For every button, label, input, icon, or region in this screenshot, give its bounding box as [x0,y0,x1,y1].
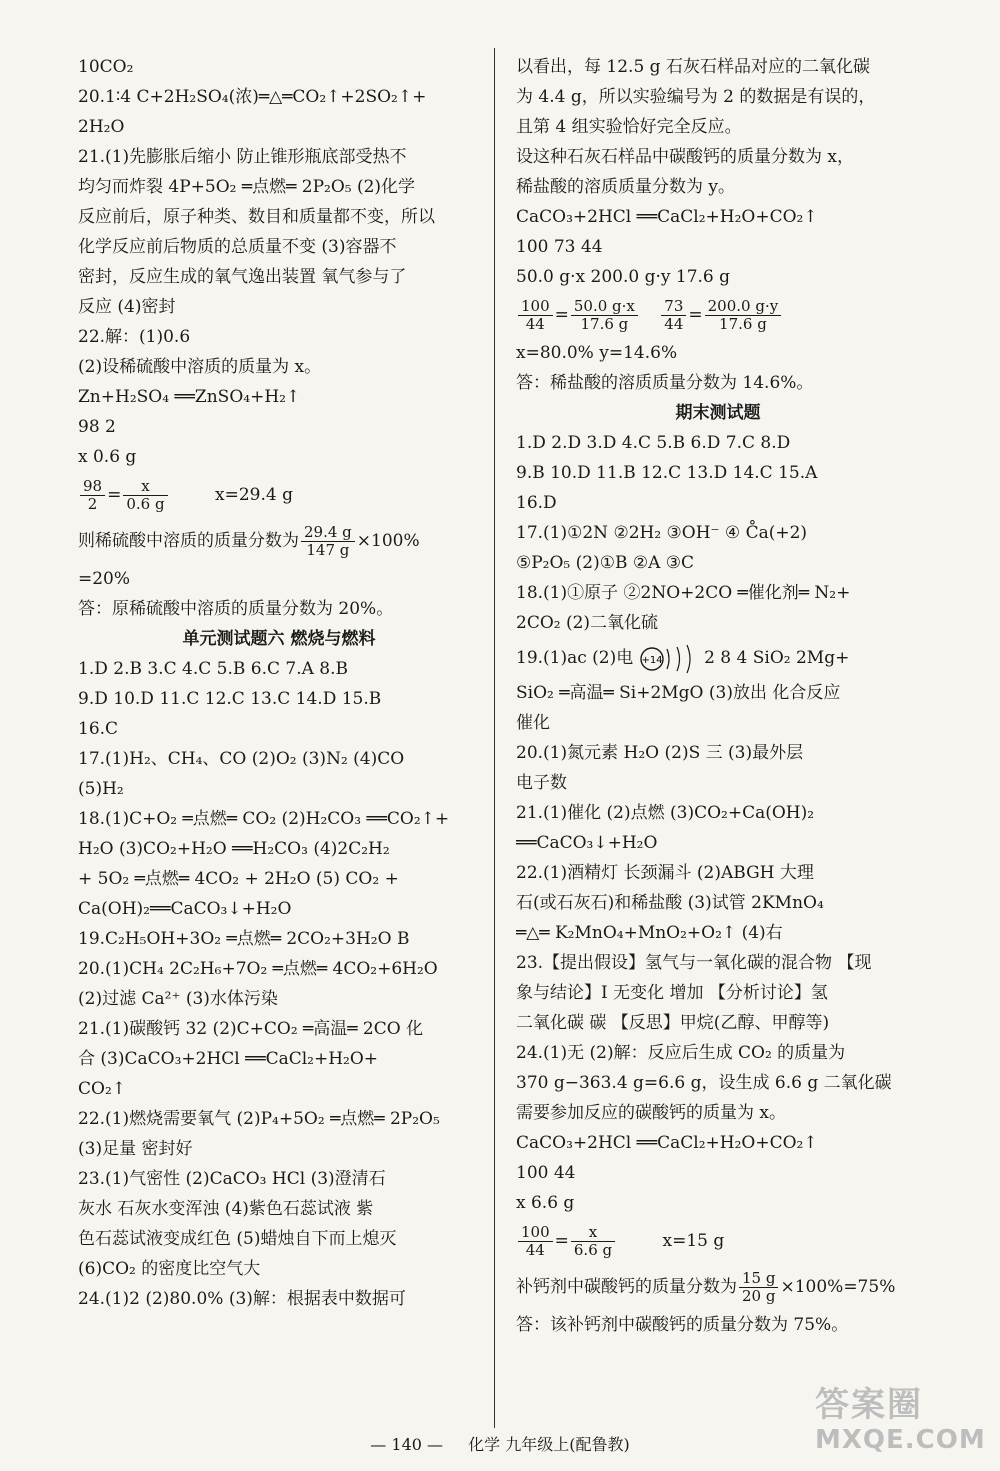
text-line: 2H₂O [78,117,125,137]
text-line: 17.(1)H₂、CH₄、CO (2)O₂ (3)N₂ (4)CO [78,749,405,769]
text-line: x 0.6 g [78,447,137,467]
fraction: $\frac{200.0 g\cdot y}{17.6 g}$ [705,298,782,333]
fraction: $\frac{50.0 g\cdot x}{17.6 g}$ [571,298,638,333]
text-line: 100 73 44 [516,237,603,257]
silicon-atom-structure-icon [639,641,699,677]
text-line: 370 g−363.4 g=6.6 g，设生成 6.6 g 二氧化碳 [516,1073,892,1093]
fraction: $\frac{x}{6.6 g}$ [571,1224,615,1259]
watermark-logo: 答案圈 MXQE.COM [815,1385,986,1455]
fraction: $\frac{15 g}{20 g}$ [739,1270,778,1305]
text-line: (2)过滤 Ca²⁺ (3)水体污染 [78,989,278,1009]
text-line: 色石蕊试液变成红色 (5)蜡烛自下而上熄灭 [78,1229,397,1249]
section-title-unit6: 单元测试题六 燃烧与燃料 [182,629,376,649]
fraction: $\frac{100}{44}$ [518,298,553,333]
text-line: 9.B 10.D 11.B 12.C 13.D 14.C 15.A [516,463,818,483]
text-line: 24.(1)2 (2)80.0% (3)解：根据表中数据可 [78,1289,406,1309]
right-lines-a [516,52,920,292]
q19-line: 19.(1)ac (2)电 +14 2 8 4 SiO₂ 2Mg+ [516,638,920,678]
text-line: CO₂↑ [78,1079,127,1099]
text-line: 2CO₂ (2)二氧化硫 [516,613,659,633]
right-fraction-eq-1: $\frac{100}{44}$ = $\frac{50.0 g\cdot x}{17.6 g}$ $\frac{73}{44}$ = $\frac{200.0 g\cdot y}{17.6 g}$ [516,292,920,338]
text-line: (5)H₂ [78,779,124,799]
text-line: 21.(1)碳酸钙 32 (2)C+CO₂ ═高温═ 2CO 化 [78,1019,424,1039]
fraction: $\frac{29.4 g}{147 g}$ [301,524,355,559]
text-line: 18.(1)①原子 ②2NO+2CO ═催化剂═ N₂+ [516,583,851,603]
text-line: 二氧化碳 碳 【反思】甲烷(乙醇、甲醇等) [516,1013,830,1033]
right-fraction-eq-2: $\frac{100}{44}$ = $\frac{x}{6.6 g}$ x=15 g [516,1218,920,1264]
section-title-final: 期末测试题 [675,403,761,423]
text-line: 答：原稀硫酸中溶质的质量分数为 20%。 [78,599,394,619]
text-line: ══CaCO₃↓+H₂O [516,833,658,853]
right-lines-b [516,338,920,398]
text-line: x 6.6 g [516,1193,575,1213]
text-line: 20.1∶4 C+2H₂SO₄(浓)═△═CO₂↑+2SO₂↑+ [78,87,427,107]
fraction: $\frac{73}{44}$ [661,298,686,333]
text-line: 答：稀盐酸的溶质质量分数为 14.6%。 [516,373,814,393]
text-line: 1.D 2.B 3.C 4.C 5.B 6.C 7.A 8.B [78,659,348,679]
text-line: 催化 [516,713,550,733]
text-line: 设这种石灰石样品中碳酸钙的质量分数为 x， [516,147,854,167]
text-line: 17.(1)①2N ②2H₂ ③OH⁻ ④ C̊a(+2) [516,523,808,543]
column-divider [494,48,495,1428]
text-line: 21.(1)先膨胀后缩小 防止锥形瓶底部受热不 [78,147,407,167]
text-line: 23.【提出假设】氢气与一氧化碳的混合物 【现 [516,953,872,973]
text-line: 100 44 [516,1163,576,1183]
text-line: 10CO₂ [78,57,134,77]
text-line: (3)足量 密封好 [78,1139,193,1159]
text-line: (6)CO₂ 的密度比空气大 [78,1259,261,1279]
text-line: (2)设稀硫酸中溶质的质量为 x。 [78,357,322,377]
text-line: 反应前后，原子种类、数目和质量都不变，所以 [78,207,435,227]
right-column [516,52,920,1340]
text-line: SiO₂ ═高温═ Si+2MgO (3)放出 化合反应 [516,683,841,703]
fraction: $\frac{x}{0.6 g}$ [123,478,167,513]
right-lines-d [516,678,920,1218]
text-line: 1.D 2.D 3.D 4.C 5.B 6.D 7.C 8.D [516,433,791,453]
text-line: 以看出，每 12.5 g 石灰石样品对应的二氧化碳 [516,57,870,77]
text-line: 需要参加反应的碳酸钙的质量为 x。 [516,1103,786,1123]
text-line: Zn+H₂SO₄ ══ZnSO₄+H₂↑ [78,387,301,407]
text-line: 19.C₂H₅OH+3O₂ ═点燃═ 2CO₂+3H₂O B [78,929,410,949]
page-number: — 140 — [370,1435,444,1454]
text-line: 21.(1)催化 (2)点燃 (3)CO₂+Ca(OH)₂ [516,803,815,823]
text-line: Ca(OH)₂══CaCO₃↓+H₂O [78,899,292,919]
left-fraction-eq-1: $\frac{98}{2}$ = $\frac{x}{0.6 g}$ x=29.4 g [78,472,480,518]
left-lines-c [78,654,480,1314]
text-line: 22.(1)酒精灯 长颈漏斗 (2)ABGH 大理 [516,863,814,883]
text-line: 50.0 g·x 200.0 g·y 17.6 g [516,267,731,287]
text-line: 18.(1)C+O₂ ═点燃═ CO₂ (2)H₂CO₃ ══CO₂↑+ [78,809,450,829]
text-line: 23.(1)气密性 (2)CaCO₃ HCl (3)澄清石 [78,1169,386,1189]
subject-label: 化学 九年级上(配鲁教) [468,1435,630,1454]
text-line: 98 2 [78,417,116,437]
text-line: 合 (3)CaCO₃+2HCl ══CaCl₂+H₂O+ [78,1049,379,1069]
left-fraction-eq-2: 则稀硫酸中溶质的质量分数为 $\frac{29.4 g}{147 g}$ ×100% [78,523,420,559]
left-lines-a [78,52,480,472]
right-fraction-eq-3: 补钙剂中碳酸钙的质量分数为 $\frac{15 g}{20 g}$ ×100%=75% [516,1269,896,1305]
fraction: $\frac{98}{2}$ [80,478,105,513]
final-answer-line: 答：该补钙剂中碳酸钙的质量分数为 75%。 [516,1315,849,1335]
text-line: 电子数 [516,773,567,793]
text-line: 灰水 石灰水变浑浊 (4)紫色石蕊试液 紫 [78,1199,374,1219]
text-line: CaCO₃+2HCl ══CaCl₂+H₂O+CO₂↑ [516,207,818,227]
text-line: 化学反应前后物质的总质量不变 (3)容器不 [78,237,397,257]
text-line: =20% [78,569,131,589]
left-column [78,52,480,1314]
text-line: ⑤P₂O₅ (2)①B ②A ③C [516,553,695,573]
text-line: 为 4.4 g，所以实验编号为 2 的数据是有误的， [516,87,876,107]
text-line: H₂O (3)CO₂+H₂O ══H₂CO₃ (4)2C₂H₂ [78,839,390,859]
text-line: 且第 4 组实验恰好完全反应。 [516,117,742,137]
text-line: 20.(1)氮元素 H₂O (2)S 三 (3)最外层 [516,743,804,763]
right-lines-c [516,428,920,638]
text-line: 16.C [78,719,119,739]
text-line: ═△═ K₂MnO₄+MnO₂+O₂↑ (4)右 [516,923,783,943]
text-line: 石(或石灰石)和稀盐酸 (3)试管 2KMnO₄ [516,893,824,913]
text-line: 24.(1)无 (2)解：反应后生成 CO₂ 的质量为 [516,1043,846,1063]
text-line: 反应 (4)密封 [78,297,176,317]
text-line: 20.(1)CH₄ 2C₂H₆+7O₂ ═点燃═ 4CO₂+6H₂O [78,959,438,979]
svg-text:+14: +14 [641,654,663,666]
text-line: 22.(1)燃烧需要氧气 (2)P₄+5O₂ ═点燃═ 2P₂O₅ [78,1109,440,1129]
text-line: 密封，反应生成的氧气逸出装置 氧气参与了 [78,267,407,287]
text-line: x=80.0% y=14.6% [516,343,678,363]
text-line: 均匀而炸裂 4P+5O₂ ═点燃═ 2P₂O₅ (2)化学 [78,177,416,197]
fraction: $\frac{100}{44}$ [518,1224,553,1259]
text-line: + 5O₂ ═点燃═ 4CO₂ + 2H₂O (5) CO₂ + [78,869,399,889]
text-line: 9.D 10.D 11.C 12.C 13.C 14.D 15.B [78,689,382,709]
text-line: 16.D [516,493,557,513]
text-line: 22.解：(1)0.6 [78,327,191,347]
text-line: 象与结论】Ⅰ 无变化 增加 【分析讨论】氢 [516,983,828,1003]
text-line: CaCO₃+2HCl ══CaCl₂+H₂O+CO₂↑ [516,1133,818,1153]
left-lines-b [78,564,480,624]
text-line: 稀盐酸的溶质质量分数为 y。 [516,177,736,197]
